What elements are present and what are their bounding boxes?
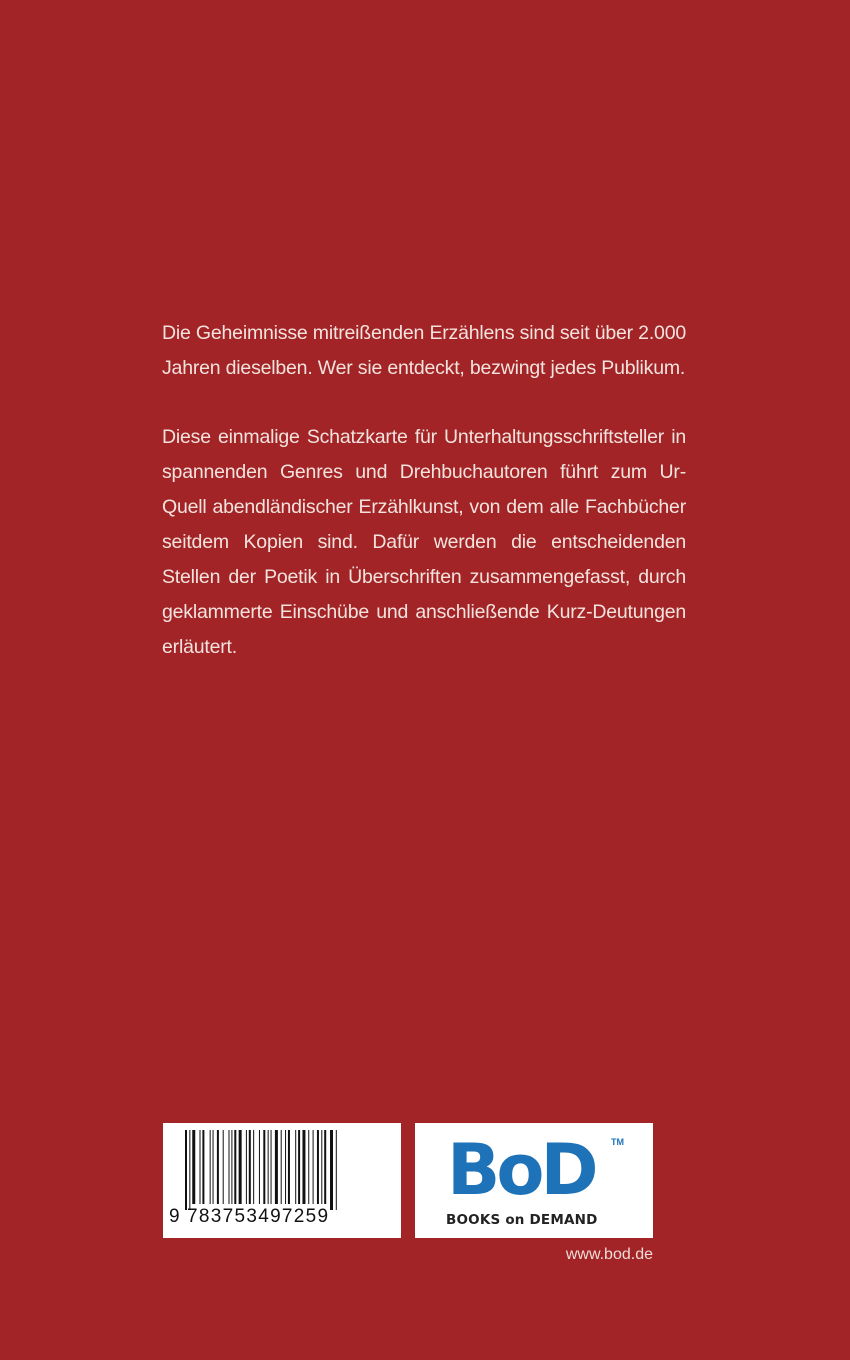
barcode-bar: [268, 1130, 269, 1204]
barcode-bar: [239, 1130, 242, 1204]
barcode-bar: [336, 1130, 337, 1210]
barcode-bar: [281, 1130, 282, 1204]
barcode-bar: [192, 1130, 195, 1204]
barcode-bar: [189, 1130, 190, 1210]
barcode-bars: [185, 1130, 379, 1210]
isbn-number: [165, 1205, 397, 1233]
barcode-bar: [202, 1130, 204, 1204]
barcode-bar: [259, 1130, 260, 1204]
publisher-url: www.bod.de: [565, 1246, 653, 1263]
barcode-bar: [231, 1130, 232, 1204]
trademark-mark: TM: [611, 1137, 624, 1147]
bod-logo-box: [415, 1123, 653, 1238]
barcode-bar: [229, 1130, 230, 1204]
blurb-paragraph-2: Diese einmalige Schatzkarte für Unterhaltungsschriftsteller in spannenden Genres und Drehbuchautoren führt zum Ur-Quell abendländischer Erzählkunst, von dem alle Fachbücher seitdem Kopien sind. Dafür werden die entscheidenden Stellen der Poetik in Überschriften zusammengefasst, durch geklammerte Einschübe und anschließende Kurz-Deutungen erläutert.: [162, 426, 686, 658]
isbn-digits: 783753497259: [187, 1206, 330, 1227]
publisher-tagline: BOOKS on DEMAND: [446, 1212, 598, 1228]
barcode-bar: [253, 1130, 254, 1204]
isbn-barcode: [163, 1123, 401, 1238]
barcode-bar: [321, 1130, 322, 1204]
barcode-bar: [271, 1130, 272, 1204]
isbn-first-digit: 9: [169, 1206, 180, 1227]
bod-logo: BoD: [447, 1129, 595, 1211]
barcode-bar: [302, 1130, 305, 1204]
barcode-bar: [213, 1130, 214, 1204]
barcode-bar: [330, 1130, 333, 1210]
barcode-bar: [288, 1130, 290, 1204]
barcode-bar: [200, 1130, 201, 1204]
barcode-bar: [185, 1130, 187, 1210]
barcode-bar: [234, 1130, 236, 1204]
barcode-bar: [249, 1130, 251, 1204]
barcode-bar: [313, 1130, 314, 1204]
barcode-bar: [324, 1130, 326, 1204]
barcode-bar: [298, 1130, 300, 1204]
barcode-bar: [275, 1130, 278, 1204]
barcode-bar: [217, 1130, 219, 1204]
barcode-bar: [295, 1130, 296, 1204]
back-cover-blurb: [162, 316, 686, 665]
blurb-paragraph-1: Die Geheimnisse mitreißenden Erzählens sind seit über 2.000 Jahren dieselben. Wer sie entdeckt, bezwingt jedes Publikum.: [162, 322, 686, 379]
barcode-bar: [263, 1130, 265, 1204]
barcode-bar: [223, 1130, 224, 1204]
barcode-bar: [210, 1130, 211, 1204]
barcode-bar: [285, 1130, 286, 1204]
barcode-bar: [317, 1130, 319, 1204]
barcode-bar: [246, 1130, 247, 1204]
barcode-bar: [308, 1130, 309, 1204]
